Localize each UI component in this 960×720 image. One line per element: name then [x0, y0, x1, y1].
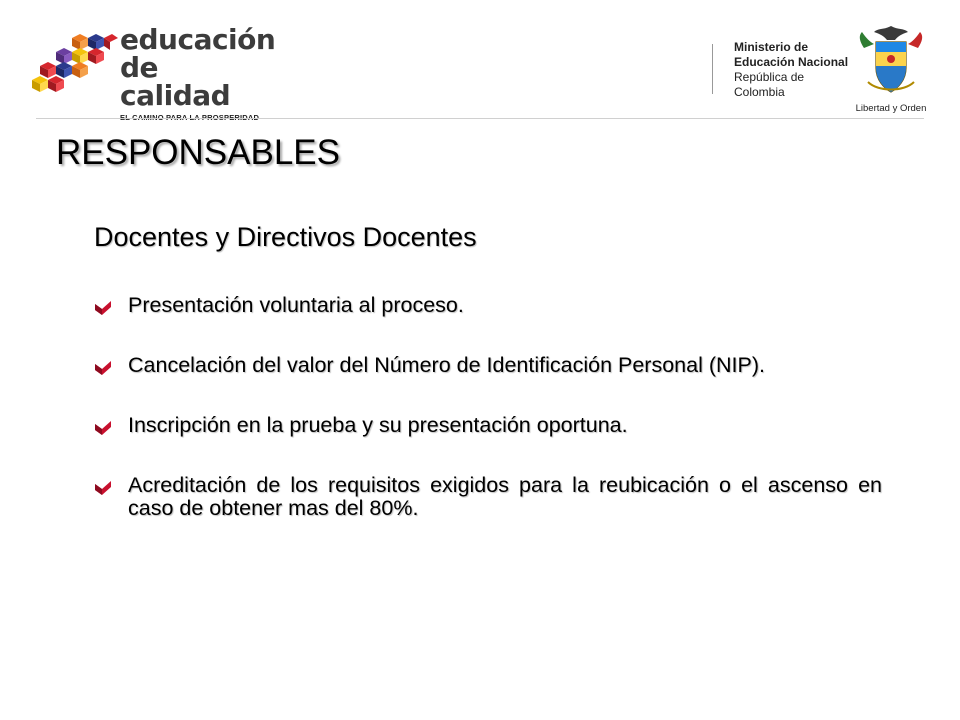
- red-checkmark-bullet-icon: [94, 299, 112, 317]
- list-item-text: Inscripción en la prueba y su presentación oportuna.: [128, 413, 628, 437]
- logo-line-2: de calidad: [120, 51, 231, 112]
- list-item: [92, 294, 882, 317]
- list-item-text: Acreditación de los requisitos exigidos para la reubicación o el ascenso en caso de obtener mas del 80%.: [128, 473, 882, 520]
- list-item: [92, 414, 882, 437]
- slide-title: RESPONSABLES: [56, 133, 340, 172]
- ministry-line-3: República de Colombia: [734, 70, 805, 99]
- ministry-name-block: [712, 40, 852, 100]
- ministry-text: [734, 40, 852, 100]
- coat-of-arms-icon: [854, 22, 928, 98]
- educacion-de-calidad-logo: [32, 23, 276, 112]
- red-checkmark-bullet-icon: [94, 419, 112, 437]
- logo-line-1: educación: [120, 23, 276, 56]
- ministry-line-2: Educación Nacional: [734, 55, 849, 69]
- crest-motto: Libertad y Orden: [855, 103, 927, 114]
- ministry-divider: [712, 44, 713, 94]
- slide-header: [0, 0, 960, 118]
- slide-subtitle: Docentes y Directivos Docentes: [94, 222, 477, 252]
- responsibilities-list: [92, 294, 882, 520]
- list-item-text: Cancelación del valor del Número de Identificación Personal (NIP).: [128, 353, 765, 377]
- list-item: [92, 474, 882, 520]
- ministry-line-1: Ministerio de: [734, 40, 809, 54]
- header-divider: [36, 118, 924, 119]
- logo-wordmark: [120, 23, 276, 122]
- list-item-text: Presentación voluntaria al proceso.: [128, 293, 464, 317]
- colombia-coat-of-arms: [854, 22, 928, 114]
- colored-cubes-icon: [32, 34, 118, 94]
- list-item: [92, 354, 882, 377]
- red-checkmark-bullet-icon: [94, 359, 112, 377]
- red-checkmark-bullet-icon: [94, 479, 112, 497]
